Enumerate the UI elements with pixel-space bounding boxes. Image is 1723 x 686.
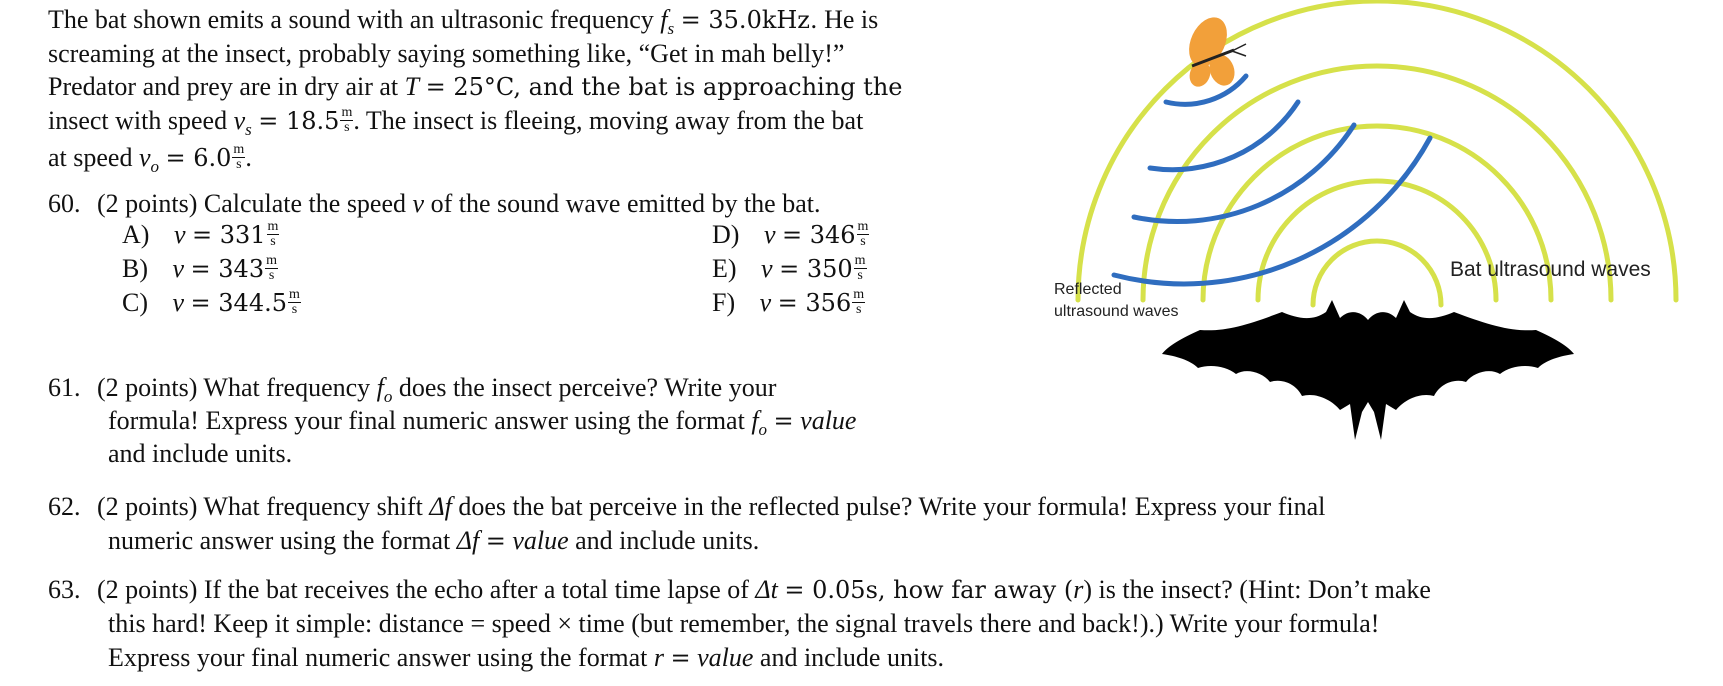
unit-fraction: $\frac{m}{s}$: [267, 218, 279, 249]
choice-value: = 346: [781, 221, 856, 249]
intro-text: Predator and prey are in dry air at: [48, 72, 399, 101]
unit-fraction: $\frac{m}{s}$: [233, 141, 245, 172]
emitted-wave-arc: [1313, 241, 1441, 305]
question-text: this hard! Keep it simple: distance = speed × time (but remember, the signal travels there and back!).) Write your formula!: [108, 609, 1380, 638]
unit-fraction: $\frac{m}{s}$: [853, 286, 865, 317]
equals-sign: =: [670, 644, 691, 672]
choice-value: = 344.5: [190, 289, 287, 317]
choice-a: [122, 218, 279, 252]
delta-t-symbol: Δt: [755, 575, 778, 604]
choice-value: = 356: [777, 289, 852, 317]
question-62-line-2: [108, 524, 759, 558]
vo-value: = 6.0: [165, 144, 232, 172]
choice-letter: F): [712, 288, 736, 317]
question-63-line-3: [108, 641, 944, 675]
r-symbol: r: [653, 643, 664, 672]
question-text: and include units.: [575, 526, 760, 555]
question-text: (2 points) What frequency: [97, 373, 371, 402]
choice-d: [712, 218, 869, 252]
question-text: and include units.: [759, 643, 945, 672]
question-text: does the bat perceive in the reflected pulse? Write your formula! Express your final: [458, 492, 1326, 521]
fs-value: = 35.0kHz.: [680, 6, 818, 34]
question-text: does the insect perceive? Write your: [398, 373, 777, 402]
speed-symbol: v: [763, 220, 776, 249]
unit-fraction: $\frac{m}{s}$: [289, 286, 300, 317]
intro-text: screaming at the insect, probably saying something like, “Get in mah belly!”: [48, 39, 845, 68]
speed-symbol: v: [172, 254, 185, 283]
unit-fraction: $\frac{m}{s}$: [857, 218, 869, 249]
unit-fraction: $\frac{m}{s}$: [854, 252, 866, 283]
fo-symbol: $f_o$: [376, 373, 393, 407]
fo-symbol: $f_o$: [751, 406, 768, 440]
choice-b: [122, 252, 278, 286]
temperature-symbol: T: [404, 72, 420, 101]
value-placeholder: value: [512, 526, 569, 555]
speed-symbol: v: [172, 288, 185, 317]
choice-f: [712, 286, 865, 320]
speed-symbol: v: [173, 220, 186, 249]
question-text: ) is the insect? (Hint: Don’t make: [1083, 575, 1431, 604]
question-60: [48, 187, 820, 221]
temperature-value: = 25°C, and the bat is approaching the: [425, 73, 903, 101]
r-symbol: r: [1073, 575, 1084, 604]
vo-symbol: $v_o$: [138, 143, 160, 177]
question-61-line-3: [108, 437, 292, 471]
bat-insect-figure: [1050, 0, 1723, 470]
intro-line-2: [48, 37, 844, 71]
question-number: 63.: [48, 575, 81, 604]
intro-line-5: at speed $v_o = 6.0$ $\frac{m}{s}$ .: [48, 141, 252, 177]
unit-fraction: $\frac{m}{s}$: [266, 252, 277, 283]
speed-symbol: v: [759, 288, 772, 317]
question-text: and include units.: [108, 439, 293, 468]
question-text: of the sound wave emitted by the bat.: [430, 189, 821, 218]
fs-symbol: $f_s$: [660, 5, 675, 39]
emitted-wave-arc: [1078, 1, 1676, 300]
intro-line-3: [48, 70, 903, 104]
vs-value: = 18.5: [258, 107, 340, 135]
question-text: numeric answer using the format: [108, 526, 451, 555]
question-63-line-2: [108, 607, 1379, 641]
vs-symbol: $v_s$: [233, 106, 252, 140]
question-number: 60.: [48, 189, 81, 218]
intro-text: insect with speed: [48, 106, 228, 135]
label-reflected-line-2: ultrasound waves: [1054, 303, 1179, 320]
intro-text: at speed: [48, 143, 133, 172]
delta-f-symbol: Δf: [429, 492, 452, 521]
speed-symbol: v: [412, 189, 425, 218]
choice-letter: A): [122, 220, 150, 249]
intro-text: The bat shown emits a sound with an ultrasonic frequency: [48, 5, 654, 34]
question-number: 61.: [48, 373, 81, 402]
question-text: (2 points) What frequency shift: [97, 492, 423, 521]
intro-text: . The insect is fleeing, moving away from the bat: [353, 106, 864, 135]
question-text: (2 points) If the bat receives the echo after a total time lapse of: [97, 575, 749, 604]
insect-butterfly-icon: [1182, 11, 1246, 89]
intro-text: He is: [824, 5, 879, 34]
choice-e: [712, 252, 867, 286]
question-62: [48, 490, 1325, 524]
value-placeholder: value: [697, 643, 754, 672]
unit-fraction: $\frac{m}{s}$: [341, 104, 353, 135]
question-number: 62.: [48, 492, 81, 521]
equals-sign: =: [773, 407, 794, 435]
speed-symbol: v: [761, 254, 773, 283]
equals-sign: =: [485, 527, 506, 555]
question-text: Express your final numeric answer using the format: [108, 643, 648, 672]
question-63: [48, 573, 1431, 607]
delta-f-symbol: Δf: [456, 526, 480, 555]
choice-value: = 350: [779, 255, 853, 283]
bat-silhouette-icon: [1162, 300, 1574, 440]
choice-letter: E): [712, 254, 737, 283]
choice-c: [122, 286, 301, 320]
question-text: (2 points) Calculate the speed: [97, 189, 407, 218]
delta-t-value: = 0.05s, how far away (: [784, 576, 1074, 604]
value-placeholder: value: [800, 406, 857, 435]
question-text: formula! Express your final numeric answer using the format: [108, 406, 745, 435]
choice-letter: B): [122, 254, 148, 283]
choice-letter: D): [712, 220, 740, 249]
choice-value: = 343: [190, 255, 265, 283]
choice-letter: C): [122, 288, 148, 317]
choice-value: = 331: [191, 221, 266, 249]
reflected-wave-arc: [1134, 125, 1354, 222]
label-bat-ultrasound-waves: Bat ultrasound waves: [1450, 258, 1651, 281]
label-reflected-line-1: Reflected: [1054, 281, 1122, 298]
